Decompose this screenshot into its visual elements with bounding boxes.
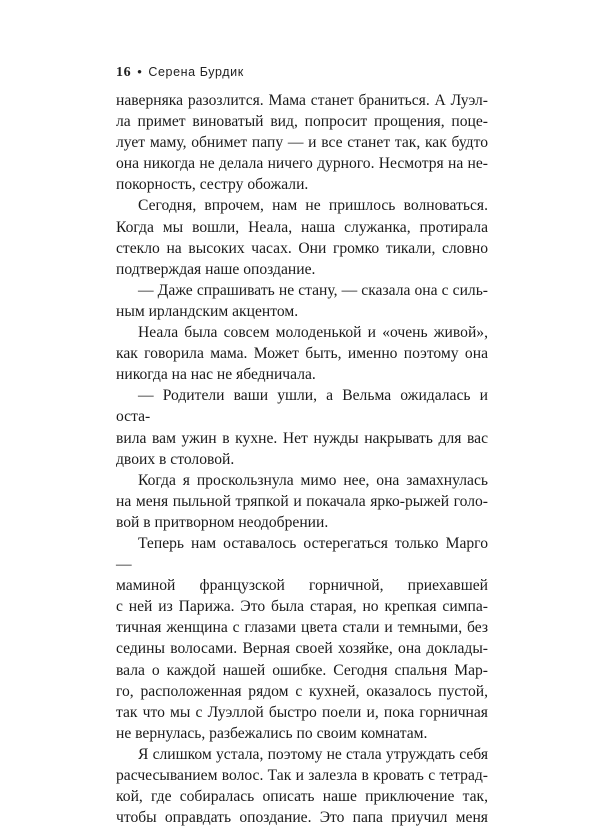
text-line: двоих в столовой. xyxy=(116,450,235,468)
text-line: расчесыванием волос. Так и залезла в кровать с тетрад- xyxy=(116,767,488,784)
text-line: Когда я проскользнула мимо нее, она замахнулась xyxy=(138,471,488,489)
text-line: с ней из Парижа. Это была старая, но крепкая симпа- xyxy=(116,598,488,616)
text-line: вой в притворном неодобрении. xyxy=(116,513,329,531)
text-line: — Родители ваши ушли, а Вельма ожидалась и оста- xyxy=(116,387,488,426)
text-line: ла примет виноватый вид, попросит прощения, поце- xyxy=(116,113,488,131)
text-line: чтобы оправдать опоздание. Это папа приучил меня xyxy=(116,809,488,827)
text-line: Неала была совсем молоденькой и «очень живой», xyxy=(138,324,488,342)
text-line: так что мы с Луэллой быстро поели и, пока горничная xyxy=(116,703,488,721)
text-line: на меня пыльной тряпкой и покачала ярко-рыжей голо- xyxy=(116,492,488,510)
text-line: она никогда не делала ничего дурного. Несмотря на не- xyxy=(116,155,488,173)
text-line: стекло на высоких часах. Они громко тикали, словно xyxy=(116,239,488,257)
text-line: лует маму, обнимет папу — и все станет так, как будто xyxy=(116,134,488,152)
text-line: маминой французской горничной, приехавшей xyxy=(116,577,488,595)
text-line: вала о каждой нашей ошибке. Сегодня спальня Мар- xyxy=(116,661,488,679)
text-line: никогда на нас не ябедничала. xyxy=(116,366,316,384)
text-line: ным ирландским акцентом. xyxy=(116,302,299,320)
text-line: Теперь нам оставалось остерегаться только Марго — xyxy=(116,534,488,574)
text-line: Сегодня, впрочем, нам не пришлось волноваться. xyxy=(138,197,488,215)
body-text xyxy=(116,90,488,828)
text-line: го, расположенная рядом с кухней, оказалось пустой, xyxy=(116,682,488,700)
text-line: Я слишком устала, поэтому не стала утруждать себя xyxy=(138,745,488,763)
page-number: 16 xyxy=(116,65,132,80)
text-line: как говорила мама. Может быть, именно поэтому она xyxy=(116,345,488,363)
running-head xyxy=(116,64,244,81)
author-name: Серена Бурдик xyxy=(148,65,244,79)
text-line: кой, где собиралась описать наше приключение так, xyxy=(116,788,488,806)
text-line: не вернулась, разбежались по своим комнатам. xyxy=(116,724,428,742)
text-line: подтверждая наше опоздание. xyxy=(116,260,316,278)
text-line: — Даже спрашивать не стану, — сказала она с силь- xyxy=(138,281,488,299)
header-separator: • xyxy=(137,64,143,79)
text-line: седины волосами. Верная своей хозяйке, она доклады- xyxy=(116,640,488,658)
text-line: покорность, сестру обожали. xyxy=(116,176,309,194)
text-line: тичная женщина с глазами цвета стали и темными, без xyxy=(116,619,488,637)
text-line: вила вам ужин в кухне. Нет нужды накрывать для вас xyxy=(116,429,488,447)
text-line: Когда мы вошли, Неала, наша служанка, протирала xyxy=(116,218,488,236)
text-line: наверняка разозлится. Мама станет браниться. А Луэл- xyxy=(116,92,488,109)
